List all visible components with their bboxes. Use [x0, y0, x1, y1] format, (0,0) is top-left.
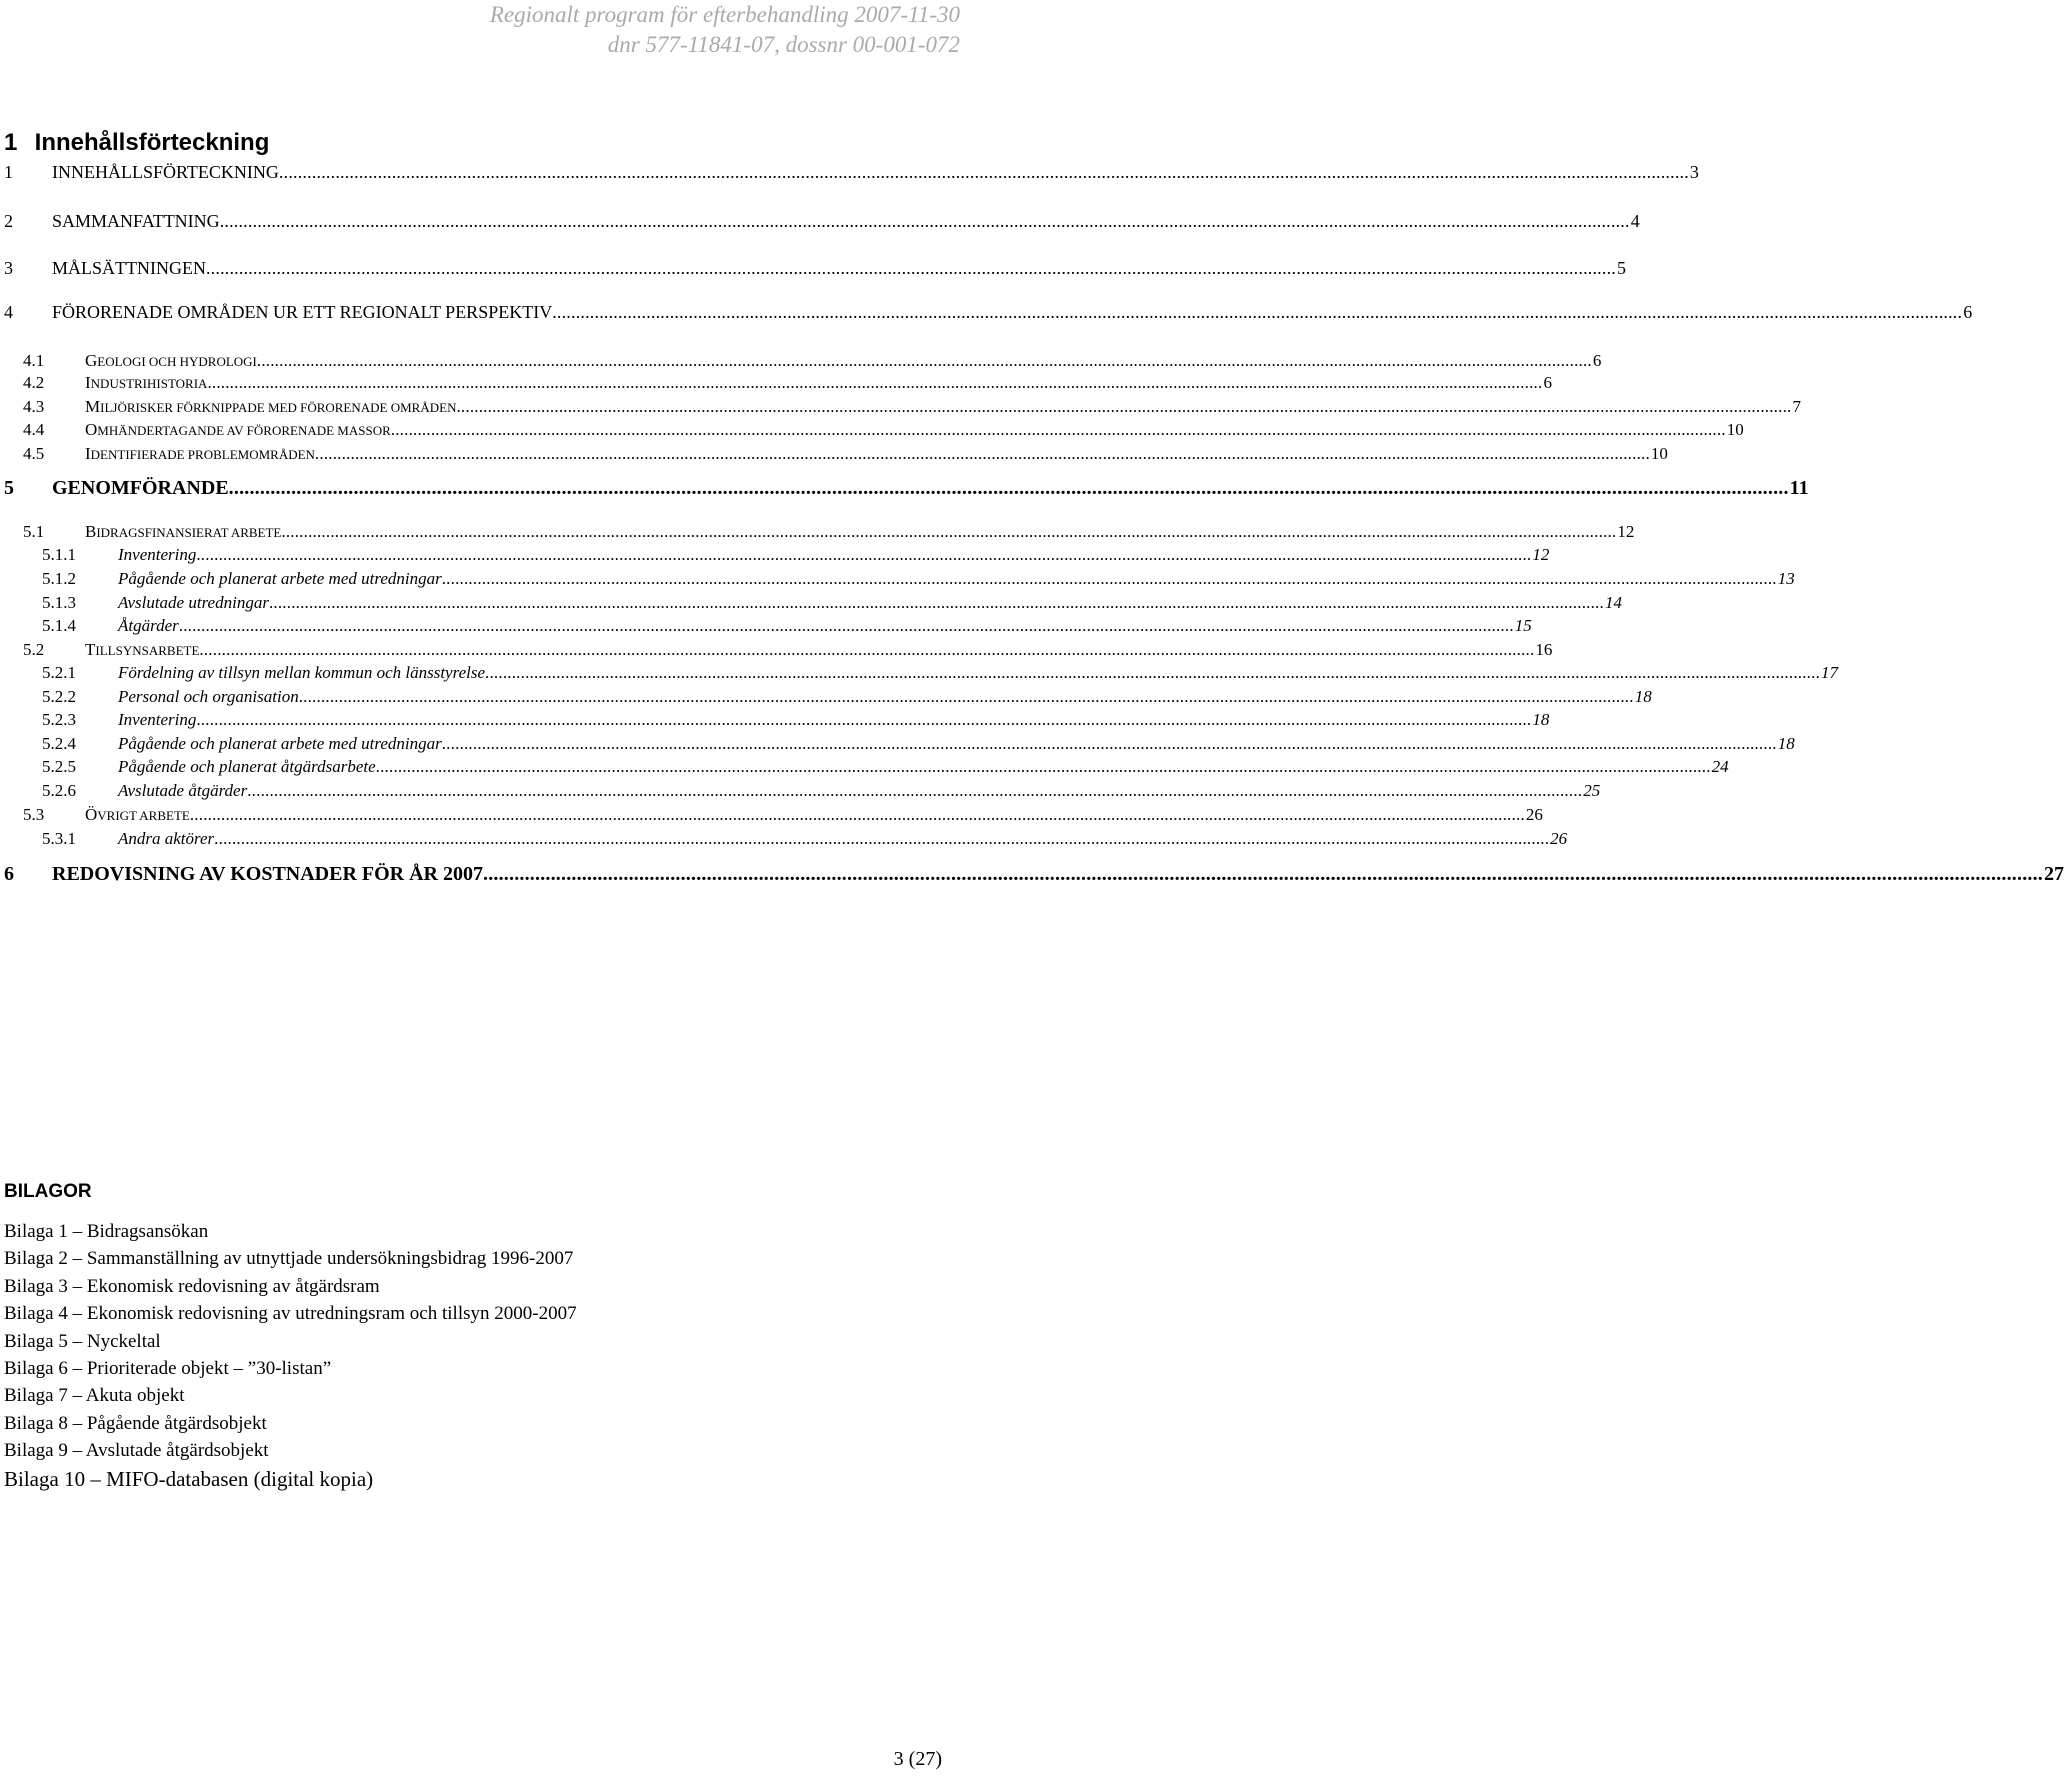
toc-entry-label: [85, 373, 207, 393]
toc-entry[interactable]: [0, 258, 1626, 282]
toc-entry-page: 6: [1592, 351, 1602, 370]
toc-entry-label-initial: I: [85, 444, 91, 463]
toc-leader-dots: ............................................................................................................................................................................................................................................................................................................: [375, 757, 1711, 776]
toc-entry-label: [85, 420, 391, 440]
bilaga-item: Bilaga 10 – MIFO-databasen (digital kopia): [4, 1467, 374, 1491]
toc-entry-label-rest: ILLSYNSARBETE: [95, 643, 200, 658]
toc-entry-number: 5.3.1: [42, 829, 76, 848]
toc-leader-dots: ............................................................................................................................................................................................................................................................................................................: [219, 211, 1630, 231]
toc-entry-page: 18: [1532, 710, 1550, 729]
toc-entry-label-rest: MHÄNDERTAGANDE AV FÖRORENADE MASSOR: [97, 423, 391, 438]
toc-entry-number: 4.2: [23, 373, 45, 392]
toc-entry-label: SAMMANFATTNING: [52, 211, 220, 231]
toc-entry[interactable]: [0, 863, 2064, 887]
toc-entry-page: 14: [1604, 593, 1622, 612]
header-title: Regionalt program för efterbehandling 2007-11-30: [489, 2, 960, 27]
toc-entry-label: Pågående och planerat åtgärdsarbete: [118, 757, 376, 776]
toc-leader-dots: ............................................................................................................................................................................................................................................................................................................: [268, 593, 1604, 612]
toc-leader-dots: ............................................................................................................................................................................................................................................................................................................: [205, 258, 1616, 278]
toc-entry-number: 5.2.2: [42, 687, 76, 706]
toc-entry-number: 5.2.6: [42, 781, 76, 800]
toc-entry[interactable]: [0, 211, 1640, 235]
page-number: 3 (27): [893, 1748, 942, 1770]
toc-entry-number: 5.2.4: [42, 734, 76, 753]
toc-heading: [4, 128, 269, 158]
toc-leader-dots: ............................................................................................................................................................................................................................................................................................................: [390, 420, 1726, 439]
toc-entry-label: Avslutade utredningar: [118, 593, 269, 612]
toc-leader-dots: ............................................................................................................................................................................................................................................................................................................: [199, 640, 1535, 659]
bilaga-item: Bilaga 6 – Prioriterade objekt – ”30-listan”: [4, 1358, 332, 1379]
toc-leader-dots: ............................................................................................................................................................................................................................................................................................................: [256, 351, 1592, 370]
bilaga-item: Bilaga 3 – Ekonomisk redovisning av åtgärdsram: [4, 1276, 380, 1297]
toc-entry-page: 4: [1630, 211, 1640, 231]
toc-leader-dots: ............................................................................................................................................................................................................................................................................................................: [228, 477, 1789, 499]
toc-entry-page: 12: [1532, 545, 1550, 564]
toc-leader-dots: ............................................................................................................................................................................................................................................................................................................: [456, 397, 1792, 416]
toc-entry[interactable]: [0, 444, 1668, 468]
toc-entry-page: 18: [1777, 734, 1795, 753]
toc-heading-number: 1: [4, 129, 18, 156]
toc-entry-page: 11: [1789, 477, 1809, 499]
toc-entry-label-initial: I: [85, 373, 91, 392]
toc-entry-page: 7: [1792, 397, 1801, 416]
toc-entry[interactable]: [0, 373, 1552, 397]
toc-entry-page: 26: [1550, 829, 1568, 848]
toc-entry-page: 3: [1689, 162, 1699, 182]
toc-entry-number: 5.2.5: [42, 757, 76, 776]
toc-entry-label-rest: IDRAGSFINANSIERAT ARBETE: [96, 525, 282, 540]
toc-entry[interactable]: [0, 687, 1652, 711]
toc-entry[interactable]: [0, 545, 1550, 569]
toc-entry-label-rest: EOLOGI OCH HYDROLOGI: [97, 354, 257, 369]
toc-entry-label: [85, 444, 315, 464]
toc-entry-label-initial: T: [85, 640, 96, 659]
toc-entry-label-rest: DENTIFIERADE PROBLEMOMRÅDEN: [90, 447, 315, 462]
toc-leader-dots: ............................................................................................................................................................................................................................................................................................................: [281, 522, 1617, 541]
toc-entry-label-initial: B: [85, 522, 97, 541]
toc-entry-page: 17: [1821, 663, 1839, 682]
toc-entry-label: Fördelning av tillsyn mellan kommun och länsstyrelse: [118, 663, 486, 682]
toc-entry-label: Åtgärder: [118, 616, 179, 635]
toc-entry-number: 5.2: [23, 640, 45, 659]
toc-entry-page: 15: [1514, 616, 1532, 635]
bilaga-item: Bilaga 4 – Ekonomisk redovisning av utredningsram och tillsyn 2000-2007: [4, 1303, 577, 1324]
toc-entry-label-rest: NDUSTRIHISTORIA: [90, 376, 208, 391]
toc-leader-dots: ............................................................................................................................................................................................................................................................................................................: [196, 710, 1532, 729]
toc-entry[interactable]: [0, 569, 1795, 593]
toc-entry-page: 13: [1777, 569, 1795, 588]
toc-entry[interactable]: [0, 397, 1801, 421]
toc-entry-label: Pågående och planerat arbete med utredningar: [118, 569, 442, 588]
toc-entry-page: 18: [1634, 687, 1652, 706]
toc-entry-page: 16: [1535, 640, 1553, 659]
toc-entry-number: 5.1.1: [42, 545, 76, 564]
toc-entry-label: [85, 522, 281, 542]
toc-entry-number: 5.1.2: [42, 569, 76, 588]
toc-entry[interactable]: [0, 477, 1809, 501]
toc-entry-number: 2: [4, 211, 13, 231]
bilagor-heading: BILAGOR: [4, 1181, 92, 1202]
toc-leader-dots: ............................................................................................................................................................................................................................................................................................................: [278, 162, 1689, 182]
toc-entry-page: 6: [1543, 373, 1552, 392]
toc-entry-label-initial: M: [85, 397, 101, 416]
toc-entry-number: 5.1.3: [42, 593, 76, 612]
bilaga-item: Bilaga 5 – Nyckeltal: [4, 1331, 161, 1352]
toc-entry-number: 6: [4, 863, 14, 885]
toc-entry-page: 12: [1617, 522, 1635, 541]
bilaga-item: Bilaga 7 – Akuta objekt: [4, 1385, 185, 1406]
toc-entry-label: Personal och organisation: [118, 687, 299, 706]
toc-entry-label: Inventering: [118, 710, 197, 729]
toc-entry-page: 6: [1963, 302, 1973, 322]
toc-entry[interactable]: [0, 522, 1635, 546]
toc-entry-label-initial: Ö: [85, 805, 98, 824]
toc-entry-number: 1: [4, 162, 13, 182]
toc-entry-label: Inventering: [118, 545, 197, 564]
toc-entry-number: 4: [4, 302, 13, 322]
toc-leader-dots: ............................................................................................................................................................................................................................................................................................................: [552, 302, 1963, 322]
toc-leader-dots: ............................................................................................................................................................................................................................................................................................................: [178, 616, 1514, 635]
toc-entry-number: 5.2.3: [42, 710, 76, 729]
toc-leader-dots: ............................................................................................................................................................................................................................................................................................................: [207, 373, 1543, 392]
toc-entry-number: 5: [4, 477, 14, 499]
toc-entry-number: 5.2.1: [42, 663, 76, 682]
toc-heading-text: Innehållsförteckning: [34, 129, 270, 156]
toc-entry[interactable]: [0, 710, 1550, 734]
toc-leader-dots: ............................................................................................................................................................................................................................................................................................................: [298, 687, 1634, 706]
toc-entry-label: REDOVISNING AV KOSTNADER FÖR ÅR 2007: [52, 863, 483, 885]
toc-entry-page: 25: [1583, 781, 1601, 800]
toc-entry-label: MÅLSÄTTNINGEN: [52, 258, 206, 278]
toc-entry[interactable]: [0, 805, 1543, 829]
toc-entry-label-rest: VRIGT ARBETE: [97, 808, 190, 823]
toc-leader-dots: ............................................................................................................................................................................................................................................................................................................: [247, 781, 1583, 800]
header-reference: dnr 577-11841-07, dossnr 00-001-072: [607, 32, 960, 57]
toc-entry-label-rest: ILJÖRISKER FÖRKNIPPADE MED FÖRORENADE OMRÅDEN: [100, 400, 457, 415]
toc-leader-dots: ............................................................................................................................................................................................................................................................................................................: [314, 444, 1650, 463]
toc-leader-dots: ............................................................................................................................................................................................................................................................................................................: [441, 734, 1777, 753]
toc-entry[interactable]: [0, 302, 1973, 326]
toc-entry-number: 3: [4, 258, 13, 278]
toc-entry-number: 4.4: [23, 420, 45, 439]
toc-leader-dots: ............................................................................................................................................................................................................................................................................................................: [189, 805, 1525, 824]
toc-entry-number: 5.1.4: [42, 616, 76, 635]
toc-entry-label: Pågående och planerat arbete med utredningar: [118, 734, 442, 753]
toc-entry-page: 27: [2044, 863, 2064, 885]
toc-entry-label: Andra aktörer: [118, 829, 215, 848]
toc-entry-label-initial: O: [85, 420, 98, 439]
toc-entry[interactable]: [0, 616, 1532, 640]
bilaga-item: Bilaga 8 – Pågående åtgärdsobjekt: [4, 1413, 267, 1434]
toc-entry-page: 10: [1726, 420, 1744, 439]
bilaga-item: Bilaga 2 – Sammanställning av utnyttjade undersökningsbidrag 1996-2007: [4, 1248, 574, 1269]
toc-entry-label-initial: G: [85, 351, 98, 370]
toc-entry-label: [85, 805, 190, 825]
toc-entry-page: 10: [1650, 444, 1668, 463]
toc-entry-number: 4.1: [23, 351, 45, 370]
toc-entry-number: 4.5: [23, 444, 45, 463]
toc-entry[interactable]: [0, 757, 1729, 781]
toc-leader-dots: ............................................................................................................................................................................................................................................................................................................: [214, 829, 1550, 848]
toc-entry-label: [85, 351, 257, 371]
toc-entry[interactable]: [0, 734, 1795, 758]
toc-entry-page: 24: [1711, 757, 1729, 776]
toc-entry-label: [85, 640, 199, 660]
toc-entry-number: 4.3: [23, 397, 45, 416]
bilaga-item: Bilaga 1 – Bidragsansökan: [4, 1221, 209, 1242]
toc-entry[interactable]: [0, 829, 1568, 853]
bilaga-item: Bilaga 9 – Avslutade åtgärdsobjekt: [4, 1440, 269, 1461]
toc-entry[interactable]: [0, 162, 1699, 186]
toc-entry[interactable]: [0, 640, 1553, 664]
toc-entry-page: 26: [1525, 805, 1543, 824]
toc-entry-label: INNEHÅLLSFÖRTECKNING: [52, 162, 279, 182]
toc-entry-number: 5.1: [23, 522, 45, 541]
toc-entry-number: 5.3: [23, 805, 45, 824]
toc-leader-dots: ............................................................................................................................................................................................................................................................................................................: [441, 569, 1777, 588]
toc-leader-dots: ............................................................................................................................................................................................................................................................................................................: [483, 863, 2043, 885]
toc-entry-page: 5: [1616, 258, 1626, 278]
toc-entry[interactable]: [0, 593, 1622, 617]
toc-entry[interactable]: [0, 351, 1602, 375]
toc-entry-label: FÖRORENADE OMRÅDEN UR ETT REGIONALT PERSPEKTIV: [52, 302, 553, 322]
page-header: [360, 0, 960, 60]
toc-leader-dots: ............................................................................................................................................................................................................................................................................................................: [485, 663, 1821, 682]
toc-entry[interactable]: [0, 420, 1744, 444]
toc-entry-label: [85, 397, 456, 417]
toc-entry[interactable]: [0, 781, 1601, 805]
toc-entry-label: GENOMFÖRANDE: [52, 477, 229, 499]
toc-entry[interactable]: [0, 663, 1839, 687]
toc-leader-dots: ............................................................................................................................................................................................................................................................................................................: [196, 545, 1532, 564]
toc-entry-label: Avslutade åtgärder: [118, 781, 248, 800]
